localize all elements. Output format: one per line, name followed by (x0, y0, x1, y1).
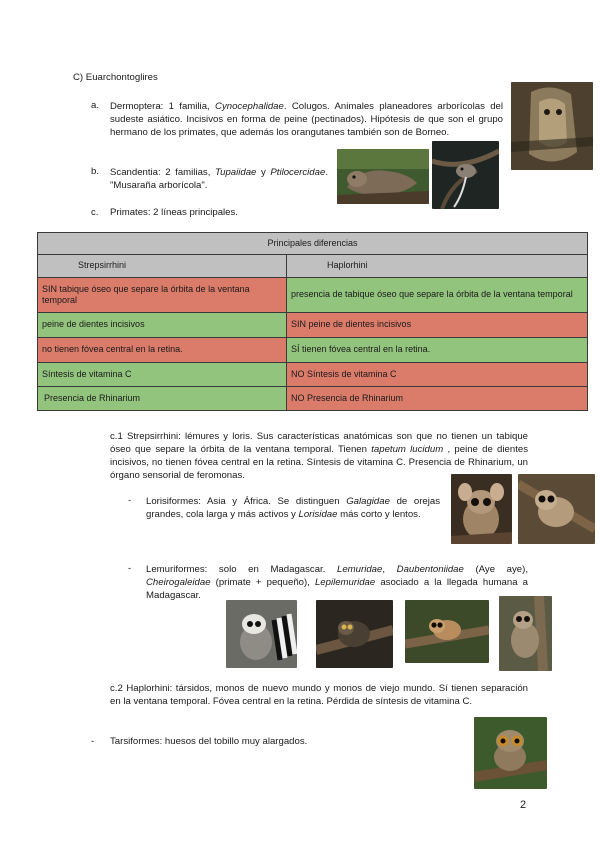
table-row (38, 313, 588, 338)
table-cell: SIN peine de dientes incisivos (287, 313, 588, 338)
table-cell: peine de dientes incisivos (38, 313, 287, 338)
family-name: Lorisidae (298, 509, 338, 520)
lemuriformes-paragraph: Lemuriformes: solo en Madagascar. Lemuridae, Daubentoniidae (Aye aye), Cheirogaleidae (primate + pequeño), Lepilemuridae asociado a la llegada humana a Madagascar. (146, 564, 528, 601)
table-title: Principales diferencias (38, 233, 588, 255)
table-row (38, 338, 588, 363)
table-row (38, 387, 588, 411)
table-cell: SÍ tienen fóvea central en la retina. (287, 338, 588, 363)
strepsirrhini-paragraph: c.1 Strepsirrhini: lémures y loris. Sus características anatómicas son que no tienen un tabique óseo que separe la órbita de la ventana temporal. Tienen tapetum lucidum , peine de dientes incisivos, no tienen fóvea central en la retina. Síntesis de vitamina C. Presencia de Rhinarium, un órgano sensorial de feromonas. (110, 431, 528, 481)
ring-tailed-lemur-photo (226, 600, 297, 668)
colugo-photo (511, 82, 593, 170)
table-cell: Síntesis de vitamina C (38, 363, 287, 387)
bullet-dash: - (91, 736, 95, 747)
table-cell: NO Presencia de Rhinarium (287, 387, 588, 411)
haplorhini-paragraph: c.2 Haplorhini: társidos, monos de nuevo mundo y monos de viejo mundo. Sí tienen separación en la ventana temporal. Fóvea central en la retina. Pérdida de síntesis de vitamina C. (110, 683, 528, 707)
treeshrew-photo (337, 149, 429, 204)
galago-photo (451, 474, 512, 544)
list-marker-a: a. (91, 100, 100, 111)
family-name: Galagidae (346, 496, 390, 507)
scandentia-paragraph: Scandentia: 2 familias, Tupaiidae y Ptilocercidae. "Musaraña arborícola". (110, 167, 328, 191)
page-number: 2 (520, 799, 527, 811)
aye-aye-photo (316, 600, 393, 668)
term: tapetum lucidum (371, 444, 444, 455)
family-name: Lemuridae (337, 564, 383, 575)
differences-table (37, 232, 588, 411)
table-cell: SIN tabique óseo que separe la órbita de la ventana temporal (38, 278, 287, 313)
table-cell: Presencia de Rhinarium (38, 387, 287, 411)
sportive-lemur-photo (499, 596, 552, 671)
table-row (38, 363, 588, 387)
table-cell: NO Síntesis de vitamina C (287, 363, 588, 387)
bullet-dash: - (128, 563, 132, 574)
column-header-haplorhini: Haplorhini (287, 255, 588, 278)
loris-photo (518, 474, 595, 544)
family-name: Tupaiidae (214, 167, 257, 178)
dermoptera-paragraph: Dermoptera: 1 familia, Cynocephalidae. Colugos. Animales planeadores arborícolas del sudeste asiático. Incisivos en forma de peine (pectinados). Hipótesis de que son el grupo hermano de los primates, que además los orangutanes también son de Borneo. (110, 101, 503, 138)
lorisiformes-paragraph: Lorisiformes: Asia y África. Se distinguen Galagidae de orejas grandes, cola larga y más activos y Lorisidae más corto y lentos. (146, 496, 440, 520)
family-name: Cheirogaleidae (146, 577, 211, 588)
family-name: Daubentoniidae (396, 564, 464, 575)
column-header-strepsirrhini: Strepsirrhini (38, 255, 287, 278)
family-name: Ptilocercidae (270, 167, 326, 178)
primates-line: Primates: 2 líneas principales. (110, 207, 238, 218)
bullet-dash: - (128, 495, 132, 506)
tarsier-photo (474, 717, 547, 789)
list-marker-c: c. (91, 207, 99, 218)
tarsiformes-line: Tarsiformes: huesos del tobillo muy alargados. (110, 736, 308, 747)
table-cell: no tienen fóvea central en la retina. (38, 338, 287, 363)
family-name: Lepilemuridae (314, 577, 376, 588)
table-cell: presencia de tabique óseo que separe la órbita de la ventana temporal (287, 278, 588, 313)
section-heading: C) Euarchontoglires (73, 72, 158, 83)
table-row (38, 278, 588, 313)
mouse-lemur-photo (405, 600, 489, 663)
list-marker-b: b. (91, 166, 100, 177)
ptilocercus-photo (432, 141, 499, 209)
family-name: Cynocephalidae (215, 101, 284, 112)
